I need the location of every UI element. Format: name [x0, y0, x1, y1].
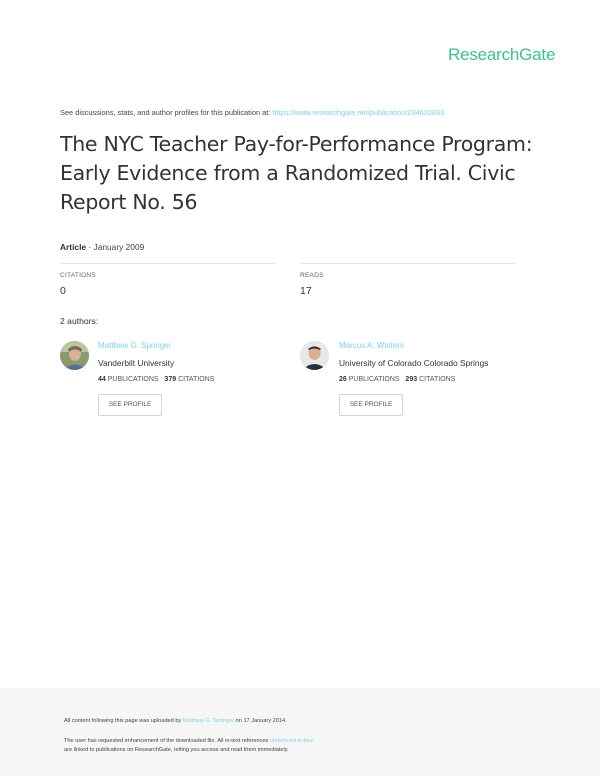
discussion-text: See discussions, stats, and author profiles for this publication at:	[60, 108, 273, 117]
divider-left	[60, 263, 276, 264]
author-affiliation: University of Colorado Colorado Springs	[339, 358, 489, 368]
see-profile-button[interactable]: SEE PROFILE	[98, 394, 162, 416]
author-stats	[339, 376, 455, 383]
see-profile-button[interactable]: SEE PROFILE	[339, 394, 403, 416]
footer-enhancement-note	[64, 738, 314, 744]
citations-count: 379	[164, 376, 177, 383]
footer	[0, 688, 600, 776]
publications-label: PUBLICATIONS	[348, 376, 400, 383]
avatar[interactable]	[300, 341, 329, 370]
author-affiliation: Vanderbilt University	[98, 358, 175, 368]
citations-label: CITATIONS	[419, 376, 456, 383]
discussion-note	[60, 108, 444, 117]
uploader-link[interactable]: Matthew G. Springer	[182, 718, 235, 724]
authors-heading: 2 authors:	[60, 316, 99, 326]
footer-text: The user has requested enhancement of the downloaded file. All in-text references	[64, 738, 270, 744]
publication-link[interactable]: https://www.researchgate.net/publication/234620833	[272, 108, 445, 117]
publication-title: The NYC Teacher Pay-for-Performance Program: Early Evidence from a Randomized Trial. Civic Report No. 56	[60, 132, 533, 214]
publications-label: PUBLICATIONS	[107, 376, 159, 383]
publication-meta	[60, 242, 144, 252]
footer-text: on 17 January 2014.	[234, 718, 287, 724]
footer-text: All content following this page was uploaded by	[64, 718, 183, 724]
divider-right	[300, 263, 516, 264]
publications-count: 26	[339, 376, 347, 383]
footer-upload-note	[64, 718, 287, 724]
author-name-link[interactable]: Marcus A. Winters	[339, 341, 404, 350]
publication-date: · January 2009	[88, 242, 145, 252]
citations-label: CITATIONS	[60, 272, 96, 279]
publication-type: Article	[60, 242, 87, 252]
avatar[interactable]	[60, 341, 89, 370]
citations-count: 293	[405, 376, 418, 383]
author-name-link[interactable]: Matthew G. Springer	[98, 341, 172, 350]
footer-link-note: are linked to publications on ResearchGate, letting you access and read them immediately.	[64, 747, 289, 753]
reads-value: 17	[300, 285, 312, 297]
researchgate-logo[interactable]: ResearchGate	[448, 45, 556, 64]
publications-count: 44	[98, 376, 106, 383]
footer-link-text: underlined in blue	[269, 738, 315, 744]
citations-value: 0	[60, 285, 66, 297]
reads-label: READS	[300, 272, 324, 279]
citations-label: CITATIONS	[178, 376, 215, 383]
author-stats	[98, 376, 214, 383]
